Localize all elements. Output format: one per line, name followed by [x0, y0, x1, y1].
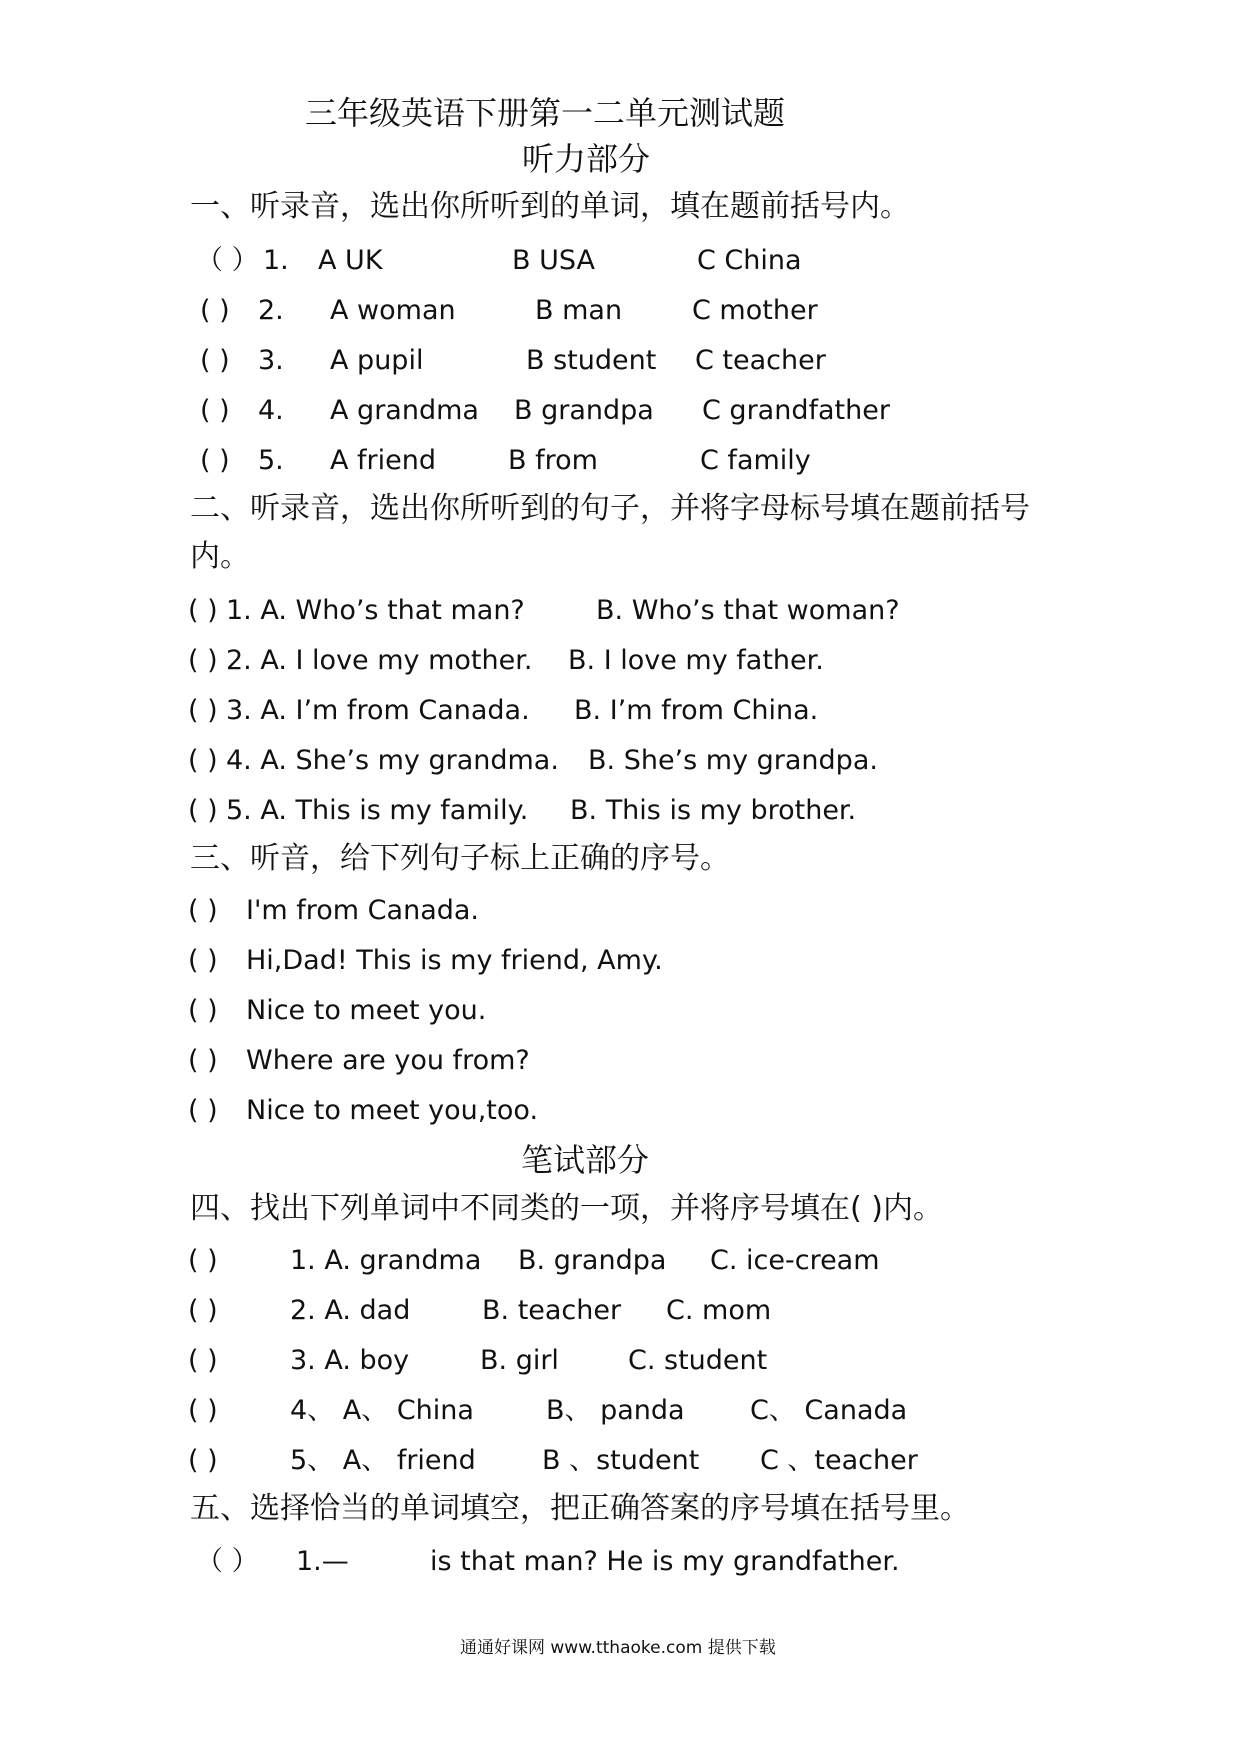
answer-bracket: ( ) — [188, 595, 218, 626]
option-b: B grandpa — [514, 395, 654, 426]
section-1-instruction: 一、听录音，选出你所听到的单词，填在题前括号内。 — [190, 189, 910, 224]
option-b: B. teacher — [482, 1295, 622, 1326]
sentence: is that man? He is my grandfather. — [430, 1546, 900, 1577]
option-b: B 、student — [542, 1445, 700, 1476]
answer-bracket: ( ) — [188, 695, 218, 726]
answer-bracket: ( ) — [188, 1445, 218, 1476]
option-a: 3. A. boy — [290, 1345, 410, 1376]
option-c: C. ice-cream — [710, 1245, 880, 1276]
option-a: 1. A. grandma — [290, 1245, 482, 1276]
answer-bracket: ( ) — [188, 745, 218, 776]
writing-heading: 笔试部分 — [521, 1141, 650, 1179]
option-a: 4、 A、 China — [290, 1395, 474, 1426]
option-b: B man — [535, 295, 623, 326]
section-4-instruction: 四、找出下列单词中不同类的一项，并将序号填在( )内。 — [190, 1191, 943, 1226]
option-b: B. grandpa — [518, 1245, 667, 1276]
option-c: C、 Canada — [750, 1395, 908, 1426]
item-number: 4. — [258, 395, 284, 426]
answer-bracket: ( ) — [188, 1045, 218, 1076]
option-a: A woman — [330, 295, 456, 326]
footer-credit: 通通好课网 www.tthaoke.com 提供下载 — [460, 1638, 776, 1658]
answer-bracket: ( ) — [200, 345, 230, 376]
answer-bracket: ( ) — [188, 1095, 218, 1126]
sentence-b: B. Who’s that woman? — [596, 595, 900, 626]
answer-bracket: ( ) — [188, 945, 218, 976]
option-c: C China — [697, 245, 802, 276]
answer-bracket: ( ) — [200, 295, 230, 326]
sentence-a: 3. A. I’m from Canada. — [226, 695, 530, 726]
sentence-b: B. I love my father. — [568, 645, 824, 676]
blank-start: 1.— — [296, 1546, 349, 1577]
answer-bracket: ( ) — [188, 895, 218, 926]
sentence-a: 4. A. She’s my grandma. — [226, 745, 559, 776]
page-title: 三年级英语下册第一二单元测试题 — [305, 94, 786, 132]
item-number: 1. — [263, 245, 289, 276]
sentence: I'm from Canada. — [246, 895, 480, 926]
answer-bracket: ( ) — [188, 795, 218, 826]
option-a: A pupil — [330, 345, 424, 376]
answer-bracket: （ ） — [196, 1546, 259, 1577]
option-c: C. mom — [666, 1295, 772, 1326]
sentence-a: 5. A. This is my family. — [226, 795, 529, 826]
section-3-instruction: 三、听音，给下列句子标上正确的序号。 — [190, 841, 730, 876]
option-a: 2. A. dad — [290, 1295, 411, 1326]
sentence-a: 2. A. I love my mother. — [226, 645, 533, 676]
sentence: Nice to meet you,too. — [246, 1095, 539, 1126]
answer-bracket: ( ) — [188, 995, 218, 1026]
option-c: C 、teacher — [760, 1445, 918, 1476]
sentence: Hi,Dad! This is my friend, Amy. — [246, 945, 663, 976]
sentence-b: B. This is my brother. — [570, 795, 857, 826]
option-a: A friend — [330, 445, 437, 476]
option-a: A grandma — [330, 395, 479, 426]
option-a: A UK — [318, 245, 383, 276]
option-c: C mother — [692, 295, 818, 326]
sentence-b: B. She’s my grandpa. — [588, 745, 878, 776]
option-c: C grandfather — [702, 395, 890, 426]
sentence-b: B. I’m from China. — [574, 695, 819, 726]
option-c: C. student — [628, 1345, 768, 1376]
option-a: 5、 A、 friend — [290, 1445, 476, 1476]
option-c: C family — [700, 445, 811, 476]
item-number: 5. — [258, 445, 284, 476]
answer-bracket: ( ) — [200, 445, 230, 476]
answer-bracket: （ ） — [196, 245, 259, 276]
section-2-instruction: 二、听录音，选出你所听到的句子，并将字母标号填在题前括号 — [190, 491, 1030, 526]
answer-bracket: ( ) — [188, 1395, 218, 1426]
option-b: B student — [526, 345, 657, 376]
option-b: B from — [508, 445, 598, 476]
answer-bracket: ( ) — [188, 1295, 218, 1326]
option-b: B USA — [512, 245, 595, 276]
option-c: C teacher — [695, 345, 826, 376]
sentence-a: 1. A. Who’s that man? — [226, 595, 525, 626]
option-b: B. girl — [480, 1345, 559, 1376]
item-number: 2. — [258, 295, 284, 326]
listening-heading: 听力部分 — [522, 140, 651, 178]
section-5-instruction: 五、选择恰当的单词填空，把正确答案的序号填在括号里。 — [190, 1491, 970, 1526]
option-b: B、 panda — [546, 1395, 685, 1426]
answer-bracket: ( ) — [188, 1245, 218, 1276]
sentence: Nice to meet you. — [246, 995, 487, 1026]
answer-bracket: ( ) — [188, 645, 218, 676]
answer-bracket: ( ) — [188, 1345, 218, 1376]
item-number: 3. — [258, 345, 284, 376]
sentence: Where are you from? — [246, 1045, 530, 1076]
section-2-instruction-cont: 内。 — [190, 539, 250, 574]
answer-bracket: ( ) — [200, 395, 230, 426]
